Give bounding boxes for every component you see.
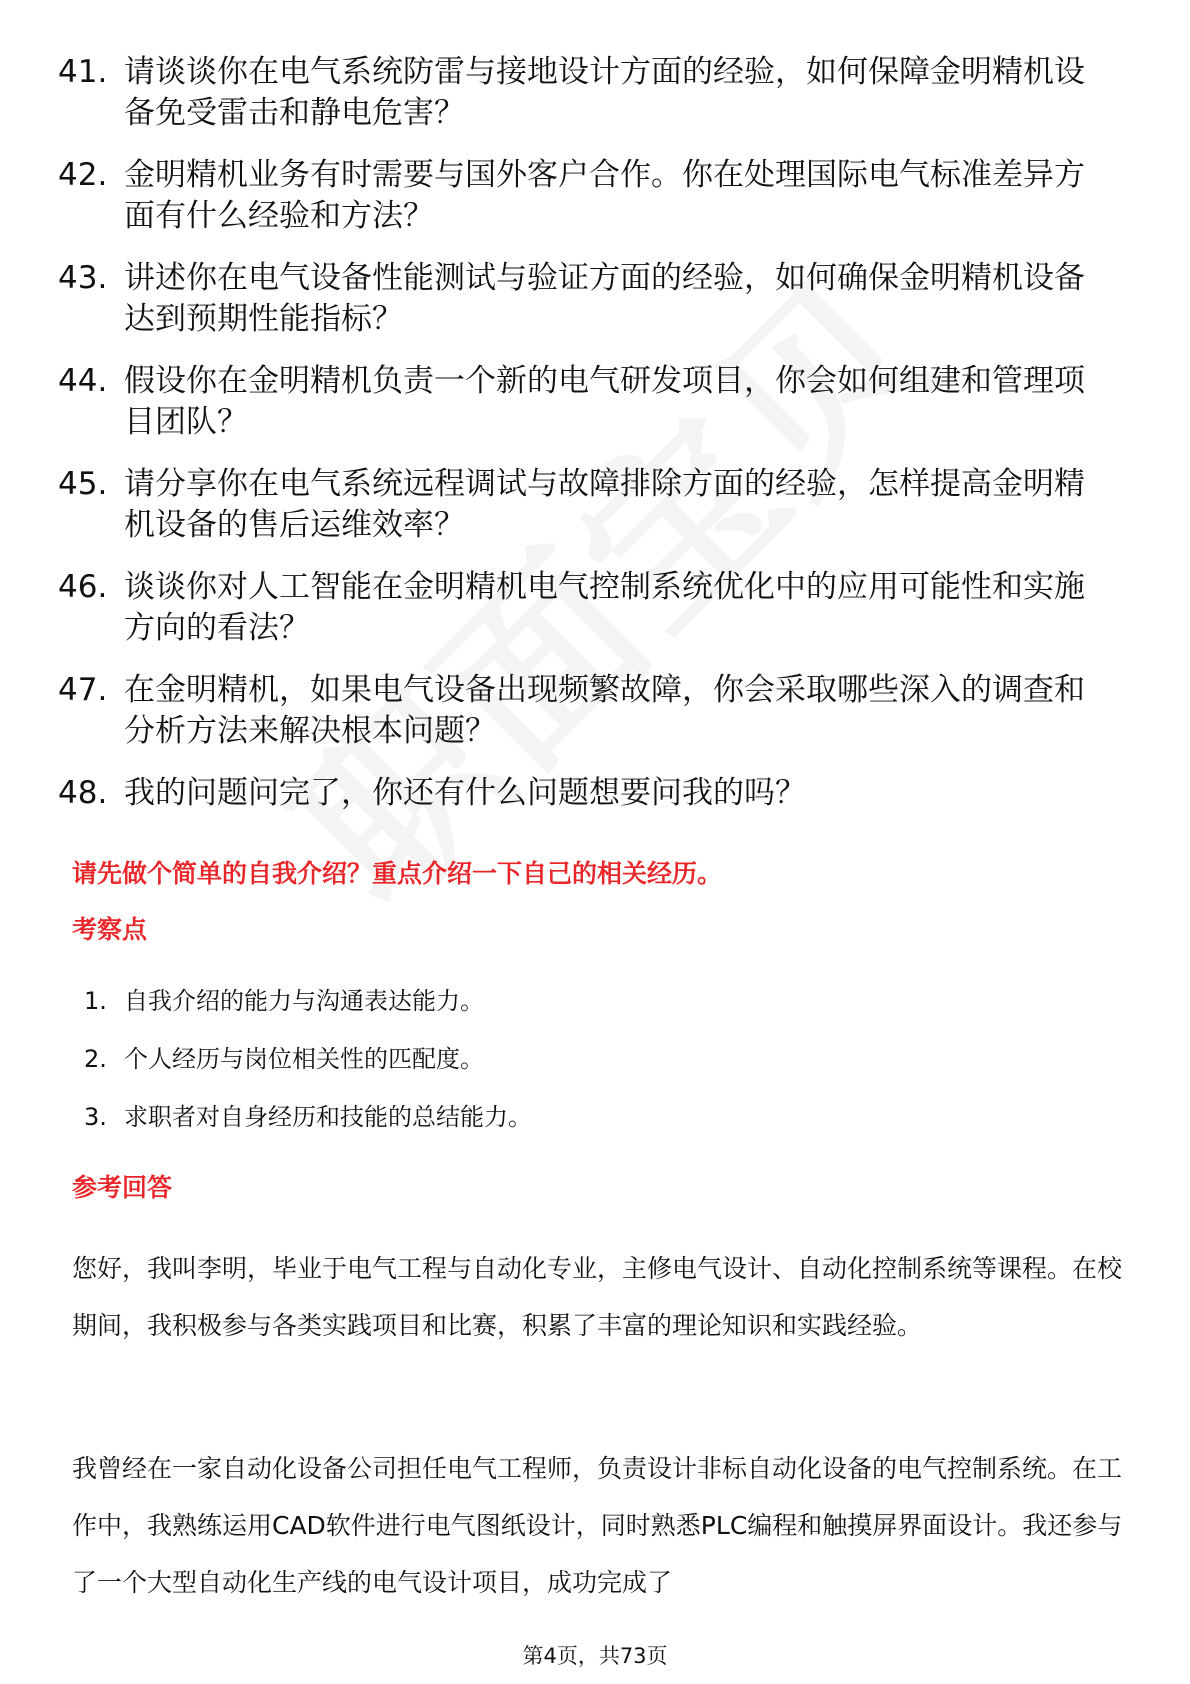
- points-heading: 考察点: [72, 915, 148, 944]
- question-text: 请谈谈你在电气系统防雷与接地设计方面的经验，如何保障金明精机设备免受雷击和静电危害？: [124, 54, 1085, 131]
- answer-paragraph: 您好，我叫李明，毕业于电气工程与自动化专业，主修电气设计、自动化控制系统等课程。在校期间，我积极参与各类实践项目和比赛，积累了丰富的理论知识和实践经验。: [72, 1254, 1123, 1340]
- list-item: [84, 1100, 1084, 1134]
- question-number: 43.: [58, 260, 108, 296]
- question-item: [58, 258, 1138, 340]
- point-text: 自我介绍的能力与沟通表达能力。: [124, 987, 484, 1015]
- question-item: [58, 464, 1138, 546]
- question-item: [58, 52, 1138, 134]
- question-item: [58, 361, 1138, 443]
- question-item: [58, 155, 1138, 237]
- question-text: 在金明精机，如果电气设备出现频繁故障，你会采取哪些深入的调查和分析方法来解决根本问题？: [124, 672, 1085, 749]
- point-number: 2.: [84, 1045, 107, 1073]
- question-number: 42.: [58, 157, 108, 193]
- page-footer: 第4页，共73页: [522, 1644, 668, 1668]
- list-item: [84, 984, 1084, 1018]
- question-text: 假设你在金明精机负责一个新的电气研发项目，你会如何组建和管理项目团队？: [124, 363, 1085, 440]
- point-text: 个人经历与岗位相关性的匹配度。: [124, 1045, 484, 1073]
- question-item: [58, 773, 1138, 814]
- question-number: 41.: [58, 54, 108, 90]
- list-item: [84, 1042, 1084, 1076]
- question-list: [58, 52, 1138, 835]
- question-text: 讲述你在电气设备性能测试与验证方面的经验，如何确保金明精机设备达到预期性能指标？: [124, 260, 1085, 337]
- point-text: 求职者对自身经历和技能的总结能力。: [124, 1103, 532, 1131]
- question-number: 47.: [58, 672, 108, 708]
- question-number: 45.: [58, 466, 108, 502]
- question-number: 46.: [58, 569, 108, 605]
- point-number: 3.: [84, 1103, 107, 1131]
- question-item: [58, 670, 1138, 752]
- question-number: 48.: [58, 775, 108, 811]
- question-text: 谈谈你对人工智能在金明精机电气控制系统优化中的应用可能性和实施方向的看法？: [124, 569, 1085, 646]
- question-text: 我的问题问完了，你还有什么问题想要问我的吗？: [124, 775, 806, 811]
- question-number: 44.: [58, 363, 108, 399]
- answer-paragraph: 我曾经在一家自动化设备公司担任电气工程师，负责设计非标自动化设备的电气控制系统。在工作中，我熟练运用CAD软件进行电气图纸设计，同时熟悉PLC编程和触摸屏界面设计。我还参与了一个大型自动化生产线的电气设计项目，成功完成了: [72, 1454, 1123, 1597]
- evaluation-points-list: [84, 984, 1084, 1158]
- answer-heading: 参考回答: [72, 1173, 173, 1202]
- question-item: [58, 567, 1138, 649]
- point-number: 1.: [84, 987, 107, 1015]
- question-text: 请分享你在电气系统远程调试与故障排除方面的经验，怎样提高金明精机设备的售后运维效率？: [124, 466, 1085, 543]
- section-title: 请先做个简单的自我介绍？重点介绍一下自己的相关经历。: [72, 859, 723, 888]
- question-text: 金明精机业务有时需要与国外客户合作。你在处理国际电气标准差异方面有什么经验和方法？: [124, 157, 1085, 234]
